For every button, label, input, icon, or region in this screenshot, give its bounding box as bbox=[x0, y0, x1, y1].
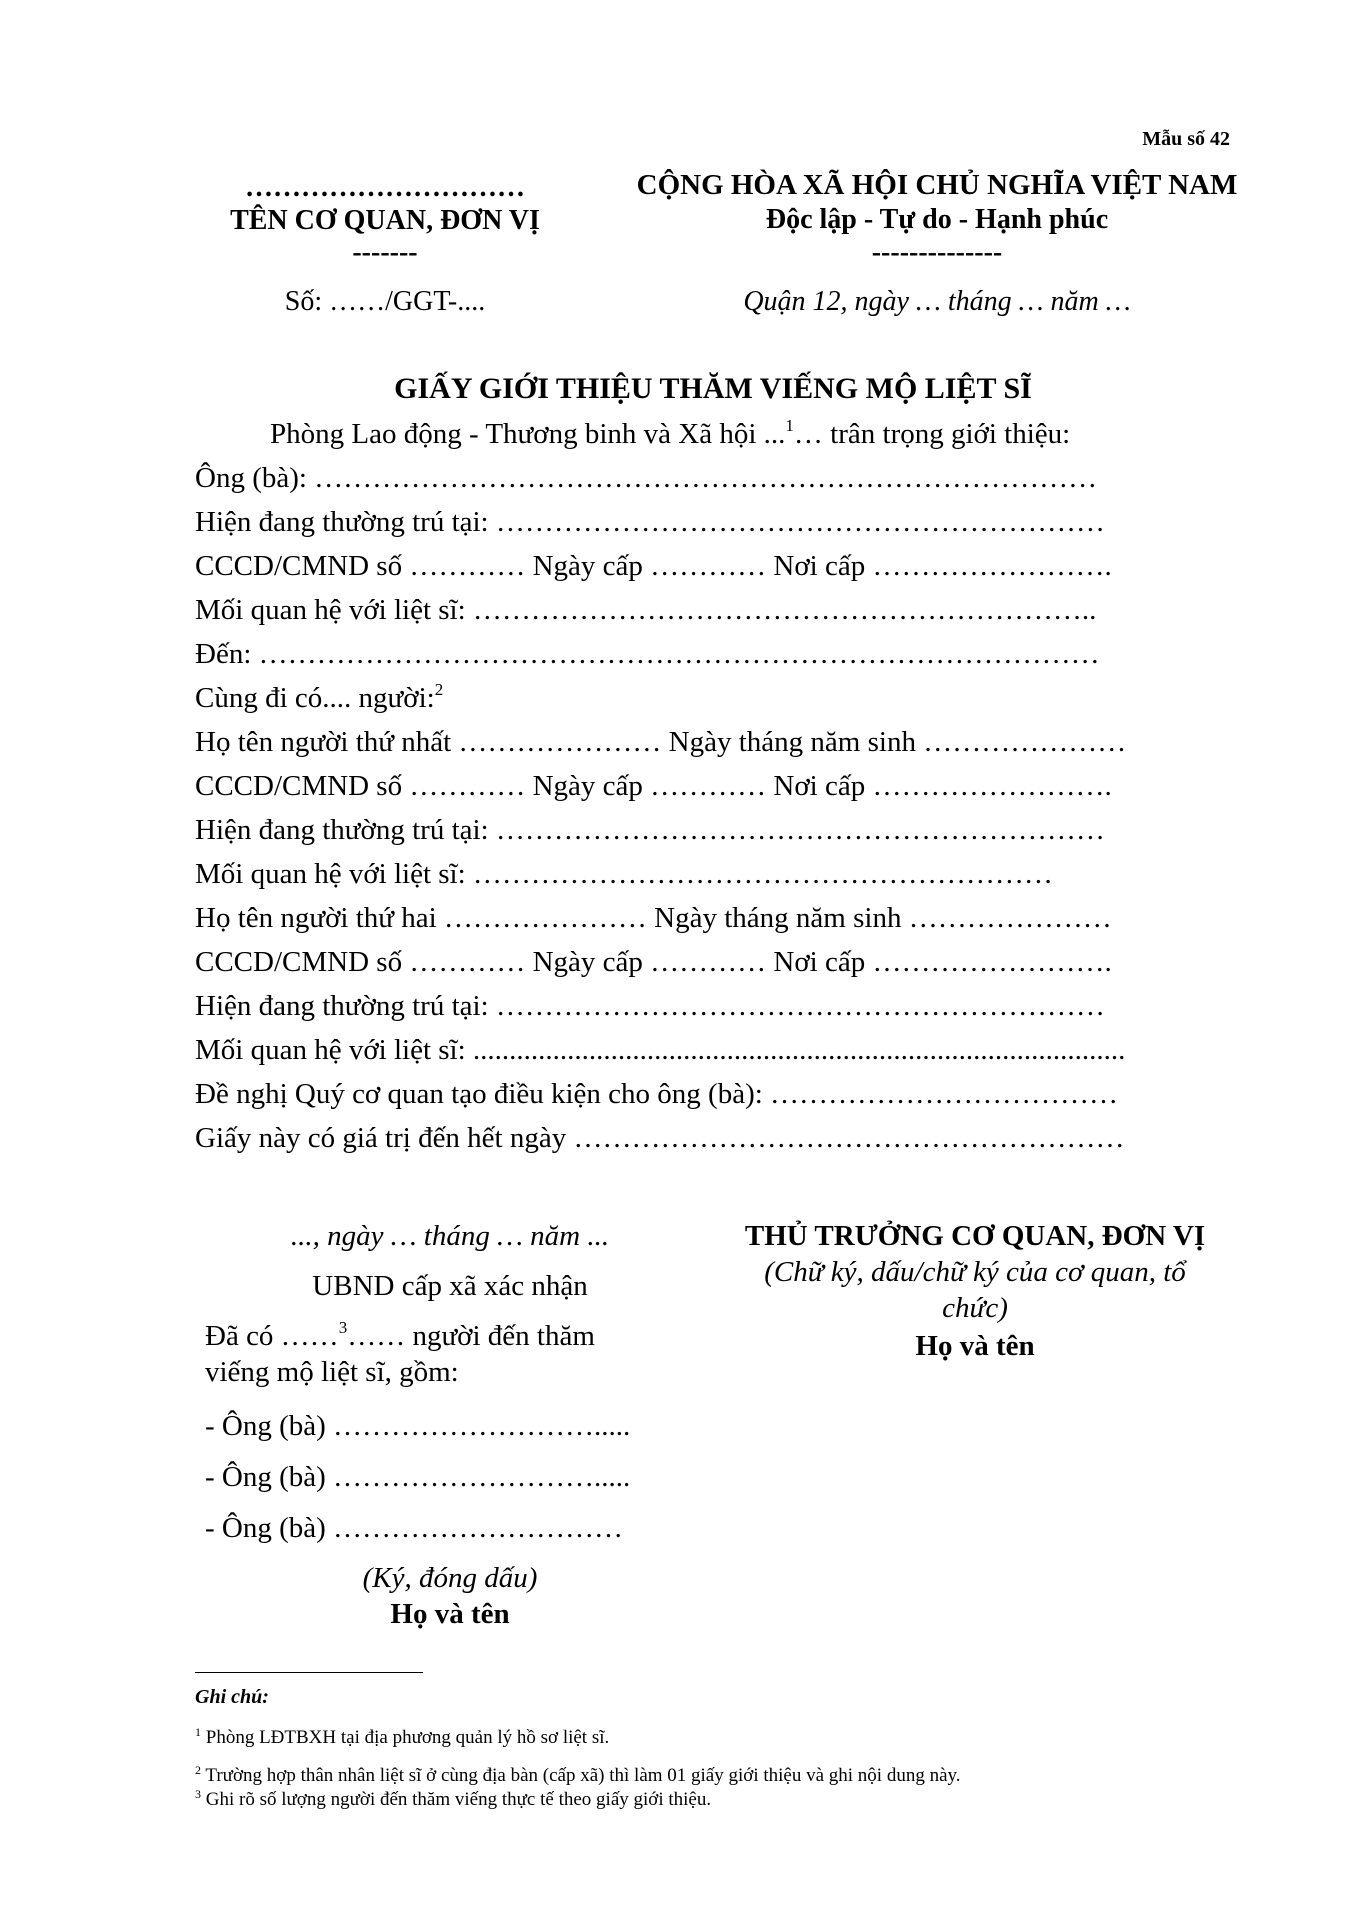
document-title: GIẤY GIỚI THIỆU THĂM VIẾNG MỘ LIỆT SĨ bbox=[394, 372, 1032, 405]
motto-divider: -------------- bbox=[871, 237, 1003, 268]
visitor-person-2: - Ông (bà) ………………………..... bbox=[205, 1461, 631, 1493]
field-validity: Giấy này có giá trị đến hết ngày ………………………………………………… bbox=[195, 1122, 1125, 1154]
field-id-card: CCCD/CMND số ………… Ngày cấp ………… Nơi cấp ……………………. bbox=[195, 550, 1112, 582]
sign-seal-note: (Ký, đóng dấu) bbox=[362, 1562, 538, 1594]
national-motto: Độc lập - Tự do - Hạnh phúc bbox=[765, 204, 1109, 235]
field-relationship: Mối quan hệ với liệt sĩ: ……………………………………………………….. bbox=[195, 594, 1097, 626]
signature-note-2: chức) bbox=[942, 1292, 1008, 1324]
place-date: Quận 12, ngày … tháng … năm … bbox=[743, 286, 1131, 317]
agency-signer-name: Họ và tên bbox=[915, 1330, 1035, 1362]
document-number: Số: ……/GGT-.... bbox=[284, 286, 486, 317]
notes-heading: Ghi chú: bbox=[195, 1686, 269, 1708]
field-destination: Đến: …………………………………………………………………………… bbox=[195, 638, 1100, 670]
visitor-count-line2: viếng mộ liệt sĩ, gồm: bbox=[205, 1356, 459, 1388]
confirm-date: ..., ngày … tháng … năm ... bbox=[290, 1220, 610, 1252]
footnote-ref-3: 3 bbox=[338, 1318, 348, 1337]
field-person1-relationship: Mối quan hệ với liệt sĩ: …………………………………………………… bbox=[195, 858, 1053, 890]
country-name: CỘNG HÒA XÃ HỘI CHỦ NGHĨA VIỆT NAM bbox=[636, 169, 1238, 201]
footnote-3: $^3$ Ghi rõ số lượng người đến thăm viếng thực tế theo giấy giới thiệu. bbox=[195, 1787, 712, 1810]
agency-name: TÊN CƠ QUAN, ĐƠN VỊ bbox=[230, 205, 540, 236]
visitor-person-3: - Ông (bà) ………………………… bbox=[205, 1512, 624, 1544]
agency-dots: ………………………… bbox=[245, 172, 525, 203]
field-person2-id: CCCD/CMND số ………… Ngày cấp ………… Nơi cấp ……………………. bbox=[195, 946, 1112, 978]
visitor-person-1: - Ông (bà) ………………………..... bbox=[205, 1410, 631, 1442]
confirm-signer-name: Họ và tên bbox=[390, 1598, 510, 1630]
field-request: Đề nghị Quý cơ quan tạo điều kiện cho ông (bà): ……………………………… bbox=[195, 1078, 1119, 1110]
field-person1-residence: Hiện đang thường trú tại: ……………………………………………………… bbox=[195, 814, 1105, 846]
field-person2-residence: Hiện đang thường trú tại: ……………………………………………………… bbox=[195, 990, 1105, 1022]
ubnd-confirm: UBND cấp xã xác nhận bbox=[312, 1270, 588, 1302]
field-name: Ông (bà): ……………………………………………………………………… bbox=[195, 462, 1098, 494]
footnote-1: $^1$ Phòng LĐTBXH tại địa phương quản lý hồ sơ liệt sĩ. bbox=[195, 1725, 610, 1748]
field-person1-name: Họ tên người thứ nhất ………………… Ngày tháng năm sinh ………………… bbox=[195, 726, 1127, 758]
agency-divider: ------- bbox=[352, 237, 418, 268]
footnote-ref-2: 2 bbox=[434, 680, 444, 699]
footnote-2: $^2$ Trường hợp thân nhân liệt sĩ ở cùng địa bàn (cấp xã) thì làm 01 giấy giới thiệu và ghi nội dung này. bbox=[195, 1763, 961, 1786]
signature-note-1: (Chữ ký, dấu/chữ ký của cơ quan, tổ bbox=[764, 1256, 1186, 1288]
field-person1-id: CCCD/CMND số ………… Ngày cấp ………… Nơi cấp ……………………. bbox=[195, 770, 1112, 802]
field-companions: Cùng đi có.... người:$^2$ bbox=[195, 680, 444, 714]
form-number: Mẫu số 42 bbox=[1142, 128, 1230, 150]
visitor-count-line: Đã có ……$^3$…… người đến thăm bbox=[205, 1318, 595, 1352]
footnote-separator bbox=[195, 1672, 423, 1673]
head-of-agency: THỦ TRƯỞNG CƠ QUAN, ĐƠN VỊ bbox=[744, 1220, 1206, 1252]
field-person2-relationship: Mối quan hệ với liệt sĩ: .......................................................................................... bbox=[195, 1034, 1126, 1066]
field-residence: Hiện đang thường trú tại: ……………………………………………………… bbox=[195, 506, 1105, 538]
field-person2-name: Họ tên người thứ hai ………………… Ngày tháng năm sinh ………………… bbox=[195, 902, 1112, 934]
intro-line: Phòng Lao động - Thương binh và Xã hội ...$^1$… trân trọng giới thiệu: bbox=[270, 416, 1071, 450]
footnote-ref-1: 1 bbox=[785, 416, 794, 435]
